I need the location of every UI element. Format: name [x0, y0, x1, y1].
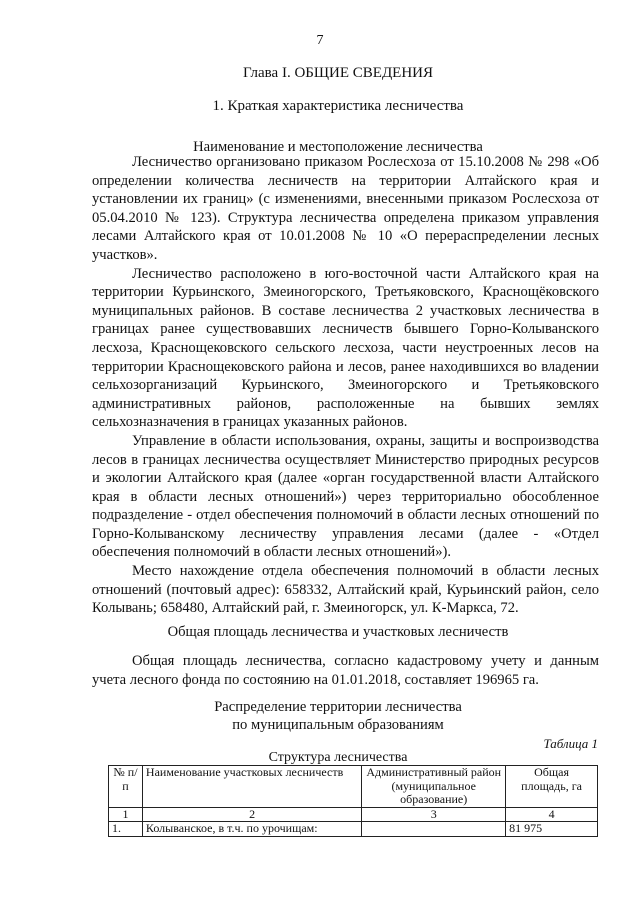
- subsection-total-area: Общая площадь лесничества и участковых лесничеств: [167, 624, 509, 640]
- header-district: Административный район (муниципальное образование): [362, 766, 506, 808]
- table-title: Структура лесничества: [268, 750, 408, 765]
- total-area-text: [92, 652, 599, 689]
- row-district: [362, 822, 506, 837]
- paragraph-address: Место нахождение отдела обеспечения полномочий в области лесных отношений (почтовый адрес): 658332, Алтайский край, Курьинский район, село Колывань; 658480, Алтайский рай, г. Змеиногорск, ул. К-Маркса, 72.: [92, 563, 599, 617]
- paragraph-total-area: Общая площадь лесничества, согласно кадастровому учету и данным учета лесного фонда по состоянию на 01.01.2018, составляет 196965 га.: [92, 653, 599, 688]
- col-number-1: 1: [109, 807, 143, 822]
- table-label: Таблица 1: [543, 736, 598, 751]
- section-title: 1. Краткая характеристика лесничества: [212, 98, 464, 114]
- table-header-row: [109, 766, 598, 808]
- row-area: 81 975: [506, 822, 598, 837]
- page-number: 7: [316, 33, 324, 48]
- header-number: № п/п: [109, 766, 143, 808]
- distribution-title-line1: Распределение территории лесничества: [214, 699, 462, 715]
- table-column-numbers-row: [109, 807, 598, 822]
- structure-table: [108, 765, 598, 837]
- subsection-name-location: Наименование и местоположение лесничества: [193, 139, 483, 155]
- row-name: Колыванское, в т.ч. по урочищам:: [142, 822, 361, 837]
- header-name: Наименование участковых лесничеств: [142, 766, 361, 808]
- paragraph-management: Управление в области использования, охраны, защиты и воспроизводства лесов в границах лесничества осуществляет Министерство природных ресурсов и экологии Алтайского края (далее «орган государственной власти Алтайского края в области лесных отношений») через территориально обособленное подразделение - отдел обеспечения полномочий в области лесных отношений по Горно-Колыванскому лесничеству управления лесами (далее - «Отдел обеспечения полномочий в области лесных отношений»).: [92, 432, 599, 561]
- col-number-2: 2: [142, 807, 361, 822]
- distribution-title-line2: по муниципальным образованиям: [232, 717, 444, 733]
- col-number-3: 3: [362, 807, 506, 822]
- paragraph-location: Лесничество расположено в юго-восточной части Алтайского края на территории Курьинского, Змеиногорского, Третьяковского, Краснощёковского муниципальных районов. В составе лесничества 2 участковых лесничества в границах ранее существовавших лесничеств бывшего Горно-Колыванского лесхоза, Краснощековского сельского лесхоза, части неустроенных лесов на территории Краснощековского района и лесов, ранее находившихся во владении сельхозорганизаций Курьинского, Змеиногорского и Третьяковского административных районов, расположенные на бывших землях сельхозназначения в границах указанных районов.: [92, 265, 599, 431]
- col-number-4: 4: [506, 807, 598, 822]
- body-text: [92, 153, 599, 618]
- chapter-title: Глава I. ОБЩИЕ СВЕДЕНИЯ: [242, 65, 434, 81]
- header-area: Общая площадь, га: [506, 766, 598, 808]
- row-number: 1.: [109, 822, 143, 837]
- table-row: [109, 822, 598, 837]
- paragraph-organization: Лесничество организовано приказом Рослесхоза от 15.10.2008 № 298 «Об определении количества лесничеств на территории Алтайского края и установлении их границ» (с изменениями, внесенными приказом Рослесхоза от 05.04.2010 № 123). Структура лесничества определена приказом управления лесами Алтайского края от 10.01.2008 № 10 «О перераспределении лесных участков».: [92, 154, 599, 263]
